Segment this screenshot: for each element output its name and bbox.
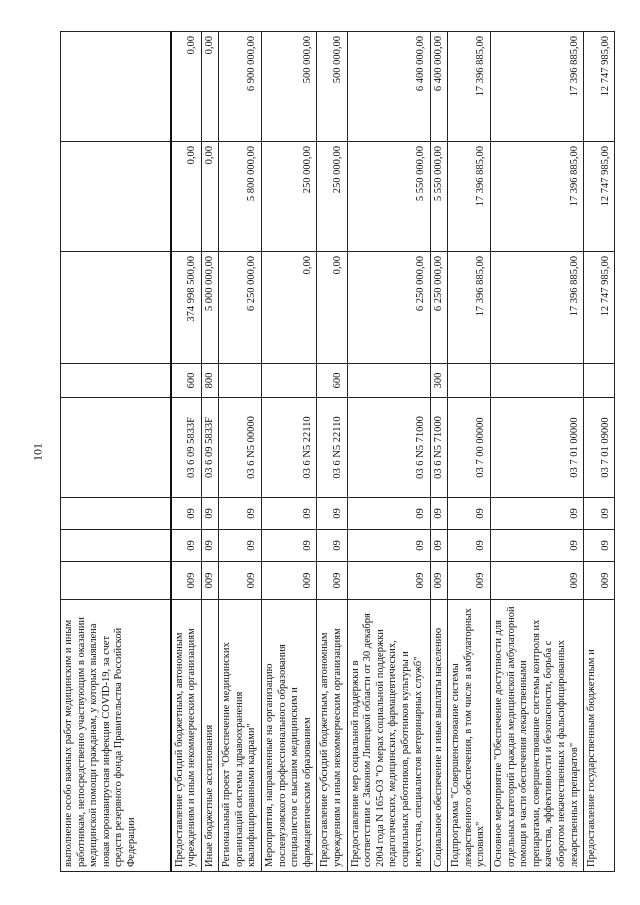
cell-expense-type bbox=[219, 364, 262, 398]
cell-section bbox=[61, 530, 171, 562]
cell-expense-type: 800 bbox=[201, 364, 219, 398]
cell-expense-type bbox=[491, 364, 584, 398]
cell-name: Предоставление субсидий бюджетным, автономным учреждениям и иным некоммерческим организациям bbox=[317, 600, 347, 872]
cell-amount-year2: 17 396 885,00 bbox=[448, 142, 491, 252]
cell-section: 09 bbox=[347, 530, 430, 562]
cell-amount-year2: 250 000,00 bbox=[317, 142, 347, 252]
cell-section: 09 bbox=[584, 530, 615, 562]
cell-section: 09 bbox=[430, 530, 448, 562]
cell-amount-year3: 500 000,00 bbox=[262, 32, 317, 142]
cell-target-article: 03 6 N5 22110 bbox=[317, 398, 347, 498]
cell-target-article: 03 6 09 5833F bbox=[201, 398, 219, 498]
cell-amount-year1: 6 250 000,00 bbox=[219, 252, 262, 364]
table-row bbox=[201, 32, 219, 872]
cell-amount-year3: 6 400 000,00 bbox=[430, 32, 448, 142]
cell-amount-year3: 17 396 885,00 bbox=[448, 32, 491, 142]
cell-name: Мероприятия, направленные на организацию послевузовского профессионального образования специалистов с высшим медицинским и фармацевтическим образованием bbox=[262, 600, 317, 872]
cell-subsection: 09 bbox=[219, 498, 262, 530]
cell-ministry-code: 009 bbox=[448, 562, 491, 600]
cell-expense-type bbox=[262, 364, 317, 398]
cell-name: Предоставление мер социальной поддержки в соответствии с Законом Липецкой области от 30 декабря 2004 года N 165-ОЗ "О мерах социальной поддержки педагогических, медицинских, фармацевтических, социальных работников, работников культуры и искусства, специалистов ветеринарных служб" bbox=[347, 600, 430, 872]
cell-ministry-code: 009 bbox=[584, 562, 615, 600]
table-row bbox=[262, 32, 317, 872]
table-row bbox=[171, 32, 202, 872]
cell-name: выполнение особо важных работ медицинским и иным работникам, непосредственно участвующим в оказании медицинской помощи гражданам, у которых выявлена новая коронавирусная инфекция COVID-19, за счет средств резервного фонда Правительства Российской Федерации bbox=[61, 600, 171, 872]
cell-amount-year1: 12 747 985,00 bbox=[584, 252, 615, 364]
cell-amount-year1: 17 396 885,00 bbox=[491, 252, 584, 364]
cell-section: 09 bbox=[201, 530, 219, 562]
cell-name: Предоставление государственным бюджетным и bbox=[584, 600, 615, 872]
cell-subsection: 09 bbox=[448, 498, 491, 530]
table-row bbox=[584, 32, 615, 872]
cell-amount-year2 bbox=[61, 142, 171, 252]
cell-amount-year2: 0,00 bbox=[171, 142, 202, 252]
cell-amount-year1: 5 000 000,00 bbox=[201, 252, 219, 364]
cell-target-article: 03 6 N5 22110 bbox=[262, 398, 317, 498]
cell-ministry-code: 009 bbox=[262, 562, 317, 600]
table-row bbox=[491, 32, 584, 872]
cell-ministry-code: 009 bbox=[317, 562, 347, 600]
cell-amount-year1: 6 250 000,00 bbox=[347, 252, 430, 364]
cell-expense-type bbox=[448, 364, 491, 398]
cell-amount-year3: 0,00 bbox=[171, 32, 202, 142]
cell-amount-year3 bbox=[61, 32, 171, 142]
cell-section: 09 bbox=[491, 530, 584, 562]
cell-ministry-code: 009 bbox=[171, 562, 202, 600]
cell-subsection bbox=[61, 498, 171, 530]
cell-expense-type: 300 bbox=[430, 364, 448, 398]
cell-amount-year2: 17 396 885,00 bbox=[491, 142, 584, 252]
cell-amount-year3: 6 400 000,00 bbox=[347, 32, 430, 142]
cell-section: 09 bbox=[448, 530, 491, 562]
cell-amount-year3: 500 000,00 bbox=[317, 32, 347, 142]
cell-target-article: 03 6 09 5833F bbox=[171, 398, 202, 498]
table-body bbox=[61, 32, 615, 872]
cell-expense-type: 600 bbox=[317, 364, 347, 398]
cell-amount-year2: 5 550 000,00 bbox=[430, 142, 448, 252]
cell-ministry-code: 009 bbox=[201, 562, 219, 600]
cell-amount-year1 bbox=[61, 252, 171, 364]
cell-ministry-code: 009 bbox=[219, 562, 262, 600]
cell-target-article: 03 7 00 00000 bbox=[448, 398, 491, 498]
cell-section: 09 bbox=[262, 530, 317, 562]
cell-amount-year2: 12 747 985,00 bbox=[584, 142, 615, 252]
rotated-page-area bbox=[60, 32, 611, 872]
cell-amount-year1: 6 250 000,00 bbox=[430, 252, 448, 364]
cell-amount-year3: 0,00 bbox=[201, 32, 219, 142]
budget-table bbox=[60, 31, 615, 872]
cell-section: 09 bbox=[171, 530, 202, 562]
cell-subsection: 09 bbox=[201, 498, 219, 530]
cell-amount-year2: 5 550 000,00 bbox=[347, 142, 430, 252]
cell-target-article: 03 7 01 00000 bbox=[491, 398, 584, 498]
cell-name: Подпрограмма "Совершенствование системы лекарственного обеспечения, в том числе в амбулаторных условиях" bbox=[448, 600, 491, 872]
cell-amount-year3: 12 747 985,00 bbox=[584, 32, 615, 142]
cell-subsection: 09 bbox=[347, 498, 430, 530]
page-number: 101 bbox=[30, 443, 45, 461]
table-row bbox=[61, 32, 171, 872]
cell-name: Основное мероприятие "Обеспечение доступности для отдельных категорий граждан медицинской амбулаторной помощи в части обеспечения лекарственными препаратами, совершенствование системы контроля их качества, эффективности и безопасности, борьба с оборотом некачественных и фальсифицированных лекарственных препаратов" bbox=[491, 600, 584, 872]
table-row bbox=[448, 32, 491, 872]
cell-subsection: 09 bbox=[491, 498, 584, 530]
cell-subsection: 09 bbox=[262, 498, 317, 530]
cell-name: Иные бюджетные ассигнования bbox=[201, 600, 219, 872]
cell-ministry-code: 009 bbox=[430, 562, 448, 600]
table-row bbox=[317, 32, 347, 872]
cell-amount-year1: 374 998 500,00 bbox=[171, 252, 202, 364]
cell-subsection: 09 bbox=[171, 498, 202, 530]
cell-amount-year1: 0,00 bbox=[262, 252, 317, 364]
table-row bbox=[347, 32, 430, 872]
cell-amount-year1: 17 396 885,00 bbox=[448, 252, 491, 364]
cell-subsection: 09 bbox=[430, 498, 448, 530]
cell-section: 09 bbox=[317, 530, 347, 562]
cell-target-article bbox=[61, 398, 171, 498]
cell-expense-type: 600 bbox=[171, 364, 202, 398]
cell-amount-year3: 6 900 000,00 bbox=[219, 32, 262, 142]
cell-ministry-code bbox=[61, 562, 171, 600]
cell-expense-type bbox=[61, 364, 171, 398]
table-row bbox=[219, 32, 262, 872]
cell-amount-year3: 17 396 885,00 bbox=[491, 32, 584, 142]
cell-subsection: 09 bbox=[317, 498, 347, 530]
cell-target-article: 03 6 N5 00000 bbox=[219, 398, 262, 498]
table-row bbox=[430, 32, 448, 872]
cell-amount-year2: 5 800 000,00 bbox=[219, 142, 262, 252]
cell-name: Предоставление субсидий бюджетным, автономным учреждениям и иным некоммерческим организациям bbox=[171, 600, 202, 872]
cell-expense-type bbox=[584, 364, 615, 398]
cell-target-article: 03 7 01 09000 bbox=[584, 398, 615, 498]
cell-amount-year1: 0,00 bbox=[317, 252, 347, 364]
cell-target-article: 03 6 N5 71000 bbox=[347, 398, 430, 498]
cell-amount-year2: 0,00 bbox=[201, 142, 219, 252]
cell-subsection: 09 bbox=[584, 498, 615, 530]
cell-amount-year2: 250 000,00 bbox=[262, 142, 317, 252]
cell-target-article: 03 6 N5 71000 bbox=[430, 398, 448, 498]
cell-expense-type bbox=[347, 364, 430, 398]
cell-ministry-code: 009 bbox=[491, 562, 584, 600]
cell-section: 09 bbox=[219, 530, 262, 562]
cell-name: Социальное обеспечение и иные выплаты населению bbox=[430, 600, 448, 872]
cell-name: Региональный проект "Обеспечение медицинских организаций системы здравоохранения квалифицированными кадрами" bbox=[219, 600, 262, 872]
cell-ministry-code: 009 bbox=[347, 562, 430, 600]
